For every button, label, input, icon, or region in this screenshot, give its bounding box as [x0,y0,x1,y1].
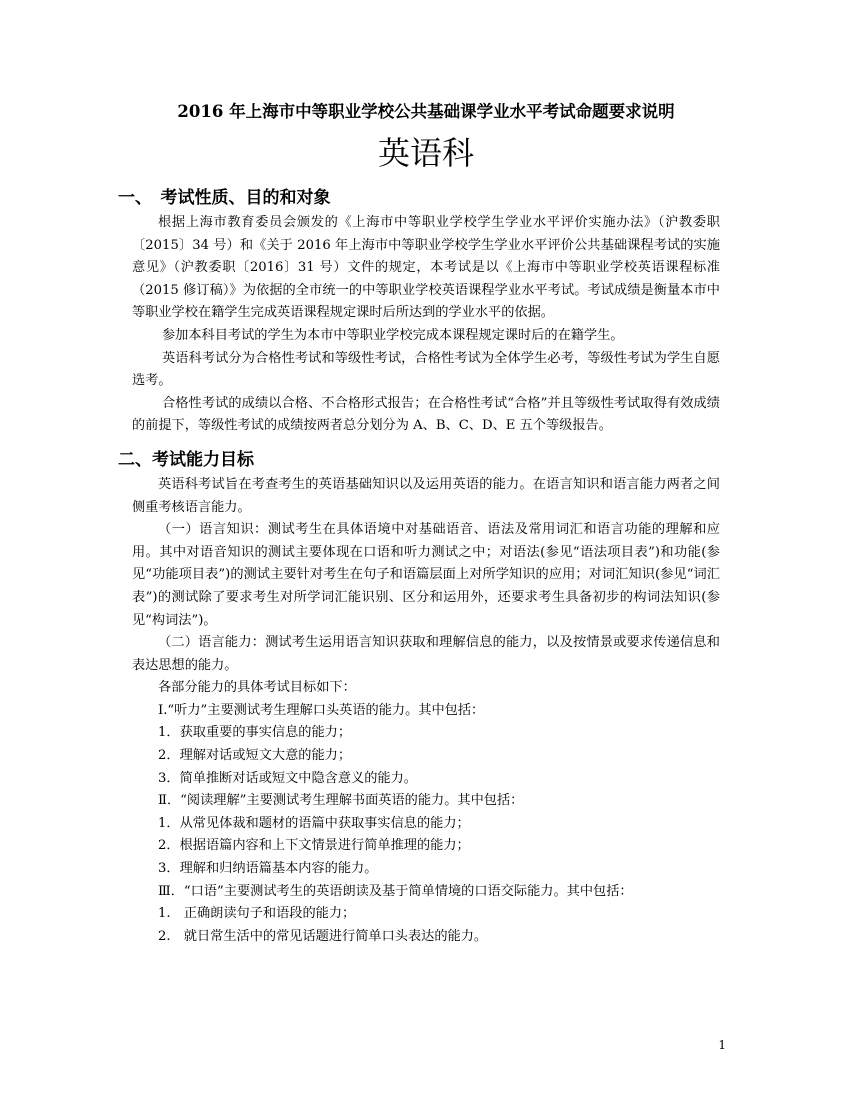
section2-language-knowledge: （一）语言知识：测试考生在具体语境中对基础语音、语法及常用词汇和语言功能的理解和应用。其中对语音知识的测试主要体现在口语和听力测试之中；对语法(参见“语法项目表”)和功能(参见“功能项目表”)的测试主要针对考生在句子和语篇层面上对所学知识的应用；对词汇知识(参见“词汇表”)的测试除了要求考生对所学词汇能识别、区分和运用外，还要求考生具备初步的构词法知识(参见“构词法”)。 [132,522,720,628]
section2-heading: 二、考试能力目标 [118,449,254,470]
speaking-item: 1. 正确朗读句子和语段的能力； [158,906,356,922]
section1-paragraph-exam-types: 英语科考试分为合格性考试和等级性考试，合格性考试为全体学生必考，等级性考试为学生自愿选考。 [132,350,720,389]
listening-item: 2．理解对话或短文大意的能力； [158,748,352,764]
listening-heading: Ⅰ.“听力”主要测试考生理解口头英语的能力。其中包括： [158,702,485,718]
section2-intro: 英语科考试旨在考查考生的英语基础知识以及运用英语的能力。在语言知识和语言能力两者之间侧重考核语言能力。 [132,476,720,515]
section1-paragraph-basis: 根据上海市教育委员会颁发的《上海市中等职业学校学生学业水平评价实施办法》（沪教委职〔2015〕34 号）和《关于 2016 年上海市中等职业学校学生学业水平评价公共基础课程考试的实施意见》（沪教委职〔2016〕31 号）文件的规定，本考试是以《上海市中等职业学校英语课程标准（2015 修订稿）》为依据的全市统一的中等职业学校英语课程学业水平考试。考试成绩是衡量本市中等职业学校在籍学生完成英语课程规定课时后所达到的学业水平的依据。 [132,215,720,321]
section1-heading: 一、 考试性质、目的和对象 [118,188,331,208]
section2-targets-intro: 各部分能力的具体考试目标如下： [158,680,356,696]
section1-paragraph-grading: 合格性考试的成绩以合格、不合格形式报告；在合格性考试“合格”并且等级性考试取得有效成绩的前提下，等级性考试的成绩按两者总分划分为 A、B、C、D、E 五个等级报告。 [132,395,720,434]
page-number: 1 [718,1038,726,1052]
document-title: 2016 年上海市中等职业学校公共基础课学业水平考试命题要求说明 [177,102,675,121]
speaking-item: 2. 就日常生活中的常见话题进行简单口头表达的能力。 [158,928,488,944]
reading-item: 1．从常见体裁和题材的语篇中获取事实信息的能力； [158,815,470,831]
section1-paragraph-candidates: 参加本科目考试的学生为本市中等职业学校完成本课程规定课时后的在籍学生。 [162,327,624,343]
subject-title: 英语科 [377,134,474,172]
reading-heading: Ⅱ．“阅读理解”主要测试考生理解书面英语的能力。其中包括： [158,793,524,809]
listening-item: 1．获取重要的事实信息的能力； [158,725,352,741]
listening-item: 3．简单推断对话或短文中隐含意义的能力。 [158,770,417,786]
speaking-heading: Ⅲ．“口语”主要测试考生的英语朗读及基于简单情境的口语交际能力。其中包括： [158,883,633,899]
reading-item: 3．理解和归纳语篇基本内容的能力。 [158,861,378,877]
section2-language-ability: （二）语言能力：测试考生运用语言知识获取和理解信息的能力，以及按情景或要求传递信息和表达思想的能力。 [132,635,720,673]
reading-item: 2．根据语篇内容和上下文情景进行简单推理的能力； [158,838,470,854]
